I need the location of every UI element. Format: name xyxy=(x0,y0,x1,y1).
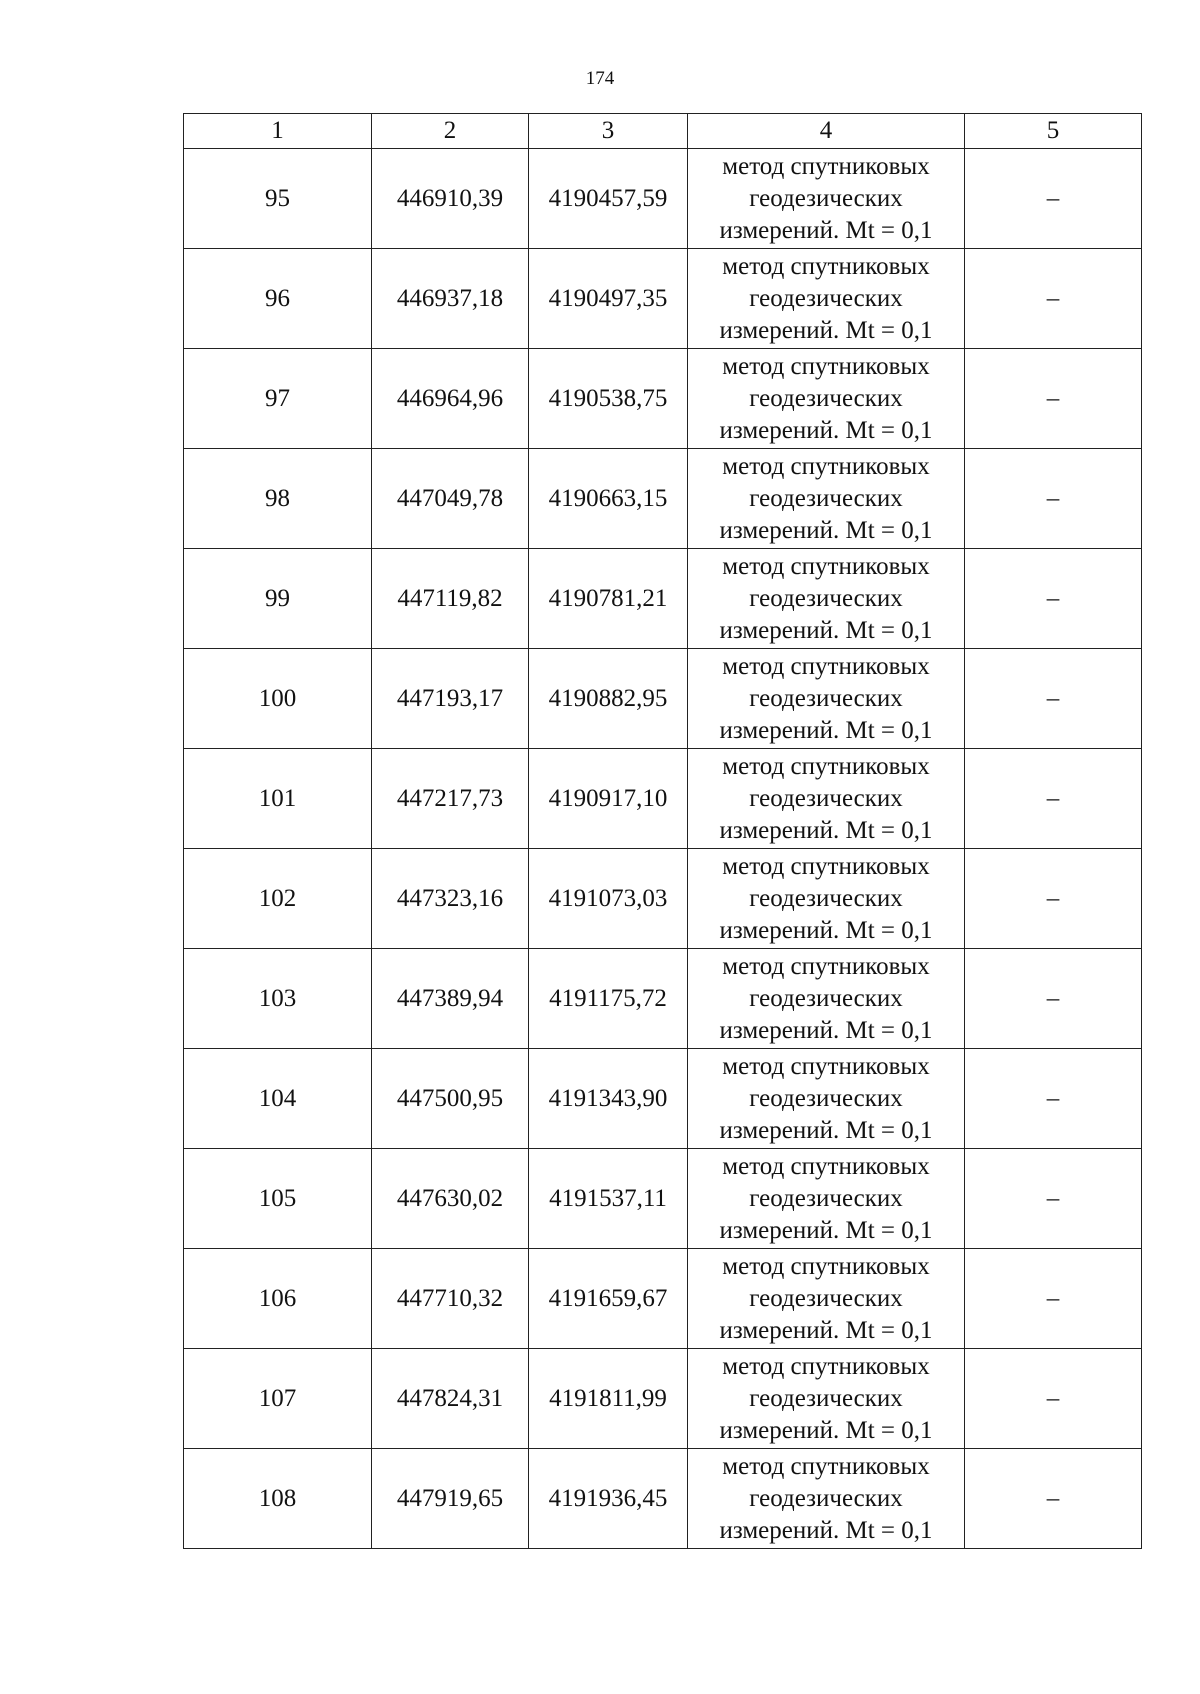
method-line: геодезических xyxy=(749,784,903,812)
table-row xyxy=(184,1249,1142,1349)
table-row xyxy=(184,749,1142,849)
note-cell: – xyxy=(965,249,1142,349)
method-line: геодезических xyxy=(749,684,903,712)
table-row xyxy=(184,249,1142,349)
point-number-cell: 98 xyxy=(184,449,372,549)
method-cell xyxy=(688,549,965,649)
table-row xyxy=(184,149,1142,249)
x-coordinate-cell: 447389,94 xyxy=(372,949,529,1049)
method-line: метод спутниковых xyxy=(722,1452,930,1480)
note-cell: – xyxy=(965,449,1142,549)
coordinates-table xyxy=(183,113,1142,1549)
method-cell xyxy=(688,1449,965,1549)
method-line: метод спутниковых xyxy=(722,552,930,580)
method-line: измерений. Mt = 0,1 xyxy=(719,416,933,444)
table-row xyxy=(184,849,1142,949)
method-line: геодезических xyxy=(749,1184,903,1212)
y-coordinate-cell: 4191811,99 xyxy=(529,1349,688,1449)
point-number-cell: 106 xyxy=(184,1249,372,1349)
method-line: геодезических xyxy=(749,1384,903,1412)
method-line: метод спутниковых xyxy=(722,652,930,680)
method-line: метод спутниковых xyxy=(722,752,930,780)
point-number-cell: 102 xyxy=(184,849,372,949)
method-line: геодезических xyxy=(749,484,903,512)
table-body xyxy=(184,149,1142,1549)
method-line: геодезических xyxy=(749,584,903,612)
y-coordinate-cell: 4191659,67 xyxy=(529,1249,688,1349)
y-coordinate-cell: 4190538,75 xyxy=(529,349,688,449)
method-line: измерений. Mt = 0,1 xyxy=(719,1416,933,1444)
method-cell xyxy=(688,349,965,449)
x-coordinate-cell: 447710,32 xyxy=(372,1249,529,1349)
point-number-cell: 103 xyxy=(184,949,372,1049)
table-row xyxy=(184,649,1142,749)
point-number-cell: 96 xyxy=(184,249,372,349)
x-coordinate-cell: 447193,17 xyxy=(372,649,529,749)
x-coordinate-cell: 447119,82 xyxy=(372,549,529,649)
point-number-cell: 104 xyxy=(184,1049,372,1149)
note-cell: – xyxy=(965,1149,1142,1249)
method-line: измерений. Mt = 0,1 xyxy=(719,316,933,344)
note-cell: – xyxy=(965,149,1142,249)
table-header xyxy=(184,114,1142,149)
y-coordinate-cell: 4190917,10 xyxy=(529,749,688,849)
header-cell-5: 5 xyxy=(965,114,1142,149)
method-line: метод спутниковых xyxy=(722,952,930,980)
y-coordinate-cell: 4190497,35 xyxy=(529,249,688,349)
method-line: метод спутниковых xyxy=(722,152,930,180)
note-cell: – xyxy=(965,1049,1142,1149)
table-row xyxy=(184,1049,1142,1149)
header-row xyxy=(184,114,1142,149)
y-coordinate-cell: 4191537,11 xyxy=(529,1149,688,1249)
method-line: геодезических xyxy=(749,884,903,912)
method-cell xyxy=(688,849,965,949)
method-line: геодезических xyxy=(749,1084,903,1112)
x-coordinate-cell: 447630,02 xyxy=(372,1149,529,1249)
method-line: геодезических xyxy=(749,1484,903,1512)
header-cell-3: 3 xyxy=(529,114,688,149)
method-line: метод спутниковых xyxy=(722,1352,930,1380)
header-cell-2: 2 xyxy=(372,114,529,149)
x-coordinate-cell: 447323,16 xyxy=(372,849,529,949)
y-coordinate-cell: 4191936,45 xyxy=(529,1449,688,1549)
method-line: геодезических xyxy=(749,384,903,412)
y-coordinate-cell: 4191343,90 xyxy=(529,1049,688,1149)
method-line: измерений. Mt = 0,1 xyxy=(719,516,933,544)
x-coordinate-cell: 447824,31 xyxy=(372,1349,529,1449)
method-cell xyxy=(688,1349,965,1449)
method-line: метод спутниковых xyxy=(722,352,930,380)
x-coordinate-cell: 446910,39 xyxy=(372,149,529,249)
method-line: измерений. Mt = 0,1 xyxy=(719,816,933,844)
y-coordinate-cell: 4191175,72 xyxy=(529,949,688,1049)
table-row xyxy=(184,549,1142,649)
method-cell xyxy=(688,749,965,849)
table-row xyxy=(184,1449,1142,1549)
y-coordinate-cell: 4190457,59 xyxy=(529,149,688,249)
header-cell-1: 1 xyxy=(184,114,372,149)
y-coordinate-cell: 4190781,21 xyxy=(529,549,688,649)
x-coordinate-cell: 447049,78 xyxy=(372,449,529,549)
page-number: 174 xyxy=(585,68,615,89)
point-number-cell: 108 xyxy=(184,1449,372,1549)
point-number-cell: 97 xyxy=(184,349,372,449)
y-coordinate-cell: 4190882,95 xyxy=(529,649,688,749)
method-line: геодезических xyxy=(749,1284,903,1312)
table-row xyxy=(184,349,1142,449)
method-line: измерений. Mt = 0,1 xyxy=(719,1316,933,1344)
method-line: метод спутниковых xyxy=(722,1052,930,1080)
method-line: геодезических xyxy=(749,284,903,312)
x-coordinate-cell: 447919,65 xyxy=(372,1449,529,1549)
table-row xyxy=(184,449,1142,549)
header-cell-4: 4 xyxy=(688,114,965,149)
method-line: геодезических xyxy=(749,184,903,212)
note-cell: – xyxy=(965,849,1142,949)
point-number-cell: 100 xyxy=(184,649,372,749)
note-cell: – xyxy=(965,649,1142,749)
x-coordinate-cell: 446937,18 xyxy=(372,249,529,349)
method-line: измерений. Mt = 0,1 xyxy=(719,1116,933,1144)
method-line: измерений. Mt = 0,1 xyxy=(719,716,933,744)
table-row xyxy=(184,1149,1142,1249)
method-line: метод спутниковых xyxy=(722,852,930,880)
table-row xyxy=(184,949,1142,1049)
note-cell: – xyxy=(965,949,1142,1049)
y-coordinate-cell: 4191073,03 xyxy=(529,849,688,949)
note-cell: – xyxy=(965,749,1142,849)
method-cell xyxy=(688,249,965,349)
y-coordinate-cell: 4190663,15 xyxy=(529,449,688,549)
method-line: измерений. Mt = 0,1 xyxy=(719,916,933,944)
method-cell xyxy=(688,449,965,549)
method-cell xyxy=(688,1249,965,1349)
note-cell: – xyxy=(965,1349,1142,1449)
note-cell: – xyxy=(965,1449,1142,1549)
table-row xyxy=(184,1349,1142,1449)
method-line: измерений. Mt = 0,1 xyxy=(719,1516,933,1544)
method-line: метод спутниковых xyxy=(722,252,930,280)
note-cell: – xyxy=(965,349,1142,449)
x-coordinate-cell: 447217,73 xyxy=(372,749,529,849)
method-line: метод спутниковых xyxy=(722,1252,930,1280)
point-number-cell: 107 xyxy=(184,1349,372,1449)
note-cell: – xyxy=(965,549,1142,649)
method-line: измерений. Mt = 0,1 xyxy=(719,1216,933,1244)
note-cell: – xyxy=(965,1249,1142,1349)
method-line: измерений. Mt = 0,1 xyxy=(719,216,933,244)
method-line: метод спутниковых xyxy=(722,452,930,480)
method-cell xyxy=(688,949,965,1049)
method-cell xyxy=(688,649,965,749)
point-number-cell: 99 xyxy=(184,549,372,649)
method-line: измерений. Mt = 0,1 xyxy=(719,616,933,644)
x-coordinate-cell: 447500,95 xyxy=(372,1049,529,1149)
method-cell xyxy=(688,1049,965,1149)
method-line: геодезических xyxy=(749,984,903,1012)
x-coordinate-cell: 446964,96 xyxy=(372,349,529,449)
method-line: измерений. Mt = 0,1 xyxy=(719,1016,933,1044)
method-cell xyxy=(688,149,965,249)
point-number-cell: 95 xyxy=(184,149,372,249)
point-number-cell: 105 xyxy=(184,1149,372,1249)
method-cell xyxy=(688,1149,965,1249)
point-number-cell: 101 xyxy=(184,749,372,849)
method-line: метод спутниковых xyxy=(722,1152,930,1180)
